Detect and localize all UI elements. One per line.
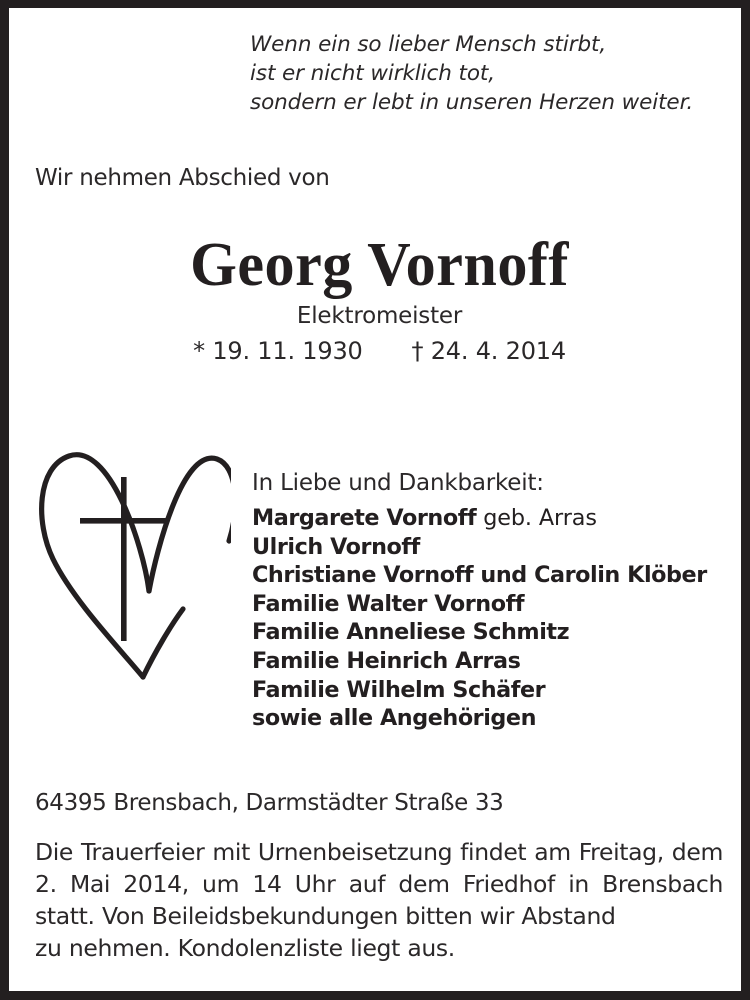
mourner-entry xyxy=(252,533,741,562)
service-paragraph-tail: zu nehmen. Kondolenzliste liegt aus. xyxy=(35,934,455,962)
address-line: 64395 Brensbach, Darmstädter Straße 33 xyxy=(35,790,504,816)
death-symbol: † xyxy=(411,337,424,365)
verse-line-2: ist er nicht wirklich tot, xyxy=(250,61,495,86)
mourner-entry xyxy=(252,590,741,619)
heart-with-cross-icon xyxy=(31,426,231,681)
mourner-name: sowie alle Angehörigen xyxy=(252,705,537,732)
mourners-intro: In Liebe und Dankbarkeit: xyxy=(252,470,544,496)
mourner-name: Familie Anneliese Schmitz xyxy=(252,619,570,646)
mourner-name: Familie Walter Vornoff xyxy=(252,590,525,617)
mourner-name: Margarete Vornoff xyxy=(252,505,477,531)
mourner-entry xyxy=(252,504,741,533)
farewell-text: Wir nehmen Abschied von xyxy=(35,165,330,191)
birth-symbol: * xyxy=(193,337,205,365)
mourner-entry xyxy=(252,704,741,733)
mourner-entry xyxy=(252,676,741,705)
notice-inner-panel xyxy=(9,8,741,991)
deceased-name: Georg Vornoff xyxy=(190,231,569,299)
mourner-entry xyxy=(252,561,741,590)
mourner-name: Familie Heinrich Arras xyxy=(252,647,521,674)
memorial-verse xyxy=(250,30,730,117)
mourner-name: Ulrich Vornoff xyxy=(252,533,420,560)
mourner-entry xyxy=(252,618,741,647)
death-date: 24. 4. 2014 xyxy=(430,337,566,365)
deceased-block xyxy=(9,230,741,366)
mourner-name-suffix: geb. Arras xyxy=(476,505,597,531)
service-paragraph-main: Die Trauerfeier mit Urnenbeisetzung findet am Freitag, dem 2. Mai 2014, um 14 Uhr auf dem Friedhof in Brensbach statt. Von Beileidsbekundungen bitten wir Abstand xyxy=(35,838,723,930)
mourner-entry xyxy=(252,647,741,676)
deceased-profession: Elektromeister xyxy=(296,303,463,329)
service-details xyxy=(35,836,723,964)
verse-line-1: Wenn ein so lieber Mensch stirbt, xyxy=(250,32,607,57)
mourners-block xyxy=(252,468,741,733)
birth-date: 19. 11. 1930 xyxy=(212,337,363,365)
mourner-name: Familie Wilhelm Schäfer xyxy=(252,676,546,703)
verse-line-3: sondern er lebt in unseren Herzen weiter. xyxy=(250,90,694,115)
mourner-name: Christiane Vornoff und Carolin Klöber xyxy=(252,562,707,589)
life-dates xyxy=(9,336,741,366)
